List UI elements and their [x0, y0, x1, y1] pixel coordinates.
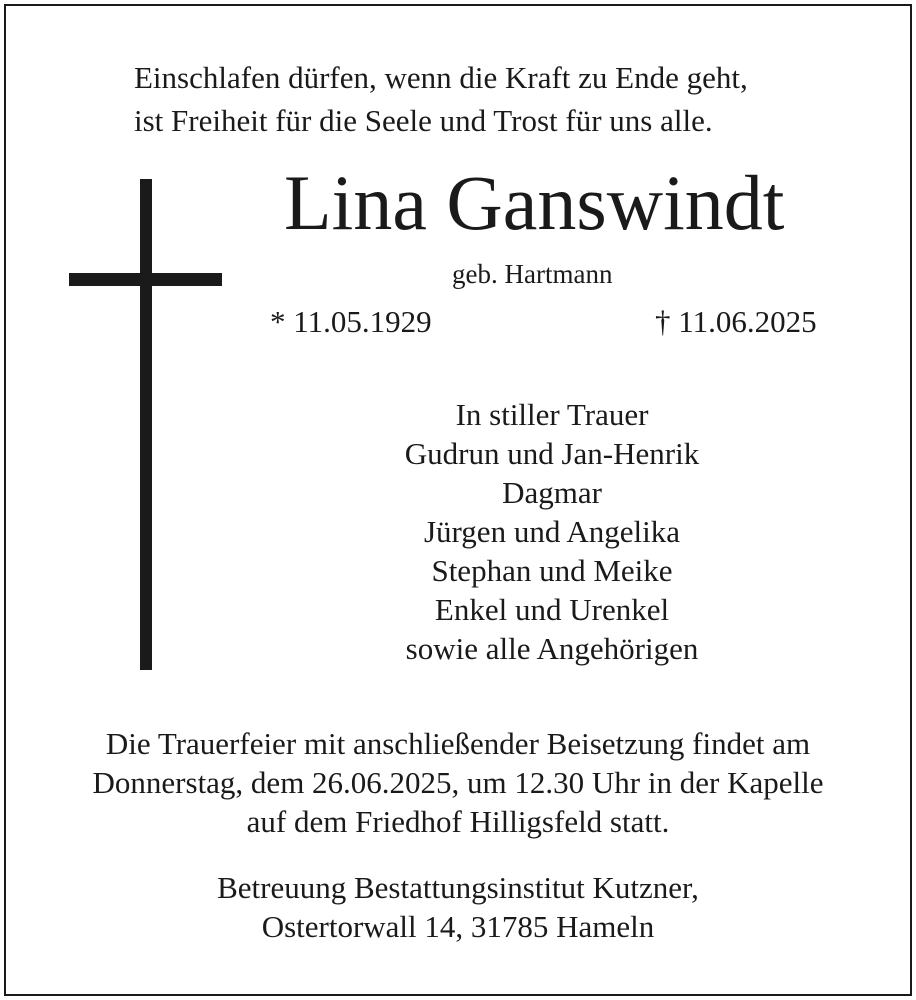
- mourner-entry: Jürgen und Angelika: [423, 514, 680, 549]
- ceremony-line: auf dem Friedhof Hilligsfeld statt.: [246, 804, 670, 839]
- death-date: † 11.06.2025: [655, 304, 817, 339]
- mourner-entry: Stephan und Meike: [431, 553, 673, 588]
- motto-line: Einschlafen dürfen, wenn die Kraft zu Ende geht,: [134, 60, 748, 95]
- mourner-entry: Enkel und Urenkel: [434, 592, 670, 627]
- undertaker-info: [8, 868, 908, 946]
- maiden-name: geb. Hartmann: [452, 259, 613, 289]
- motto-line: ist Freiheit für die Seele und Trost für uns alle.: [134, 103, 713, 138]
- ceremony-notice: [8, 724, 908, 841]
- deceased-name: Lina Ganswindt: [284, 159, 785, 246]
- mourner-entry: Dagmar: [502, 475, 602, 510]
- cross-icon-horizontal-beam: [69, 273, 222, 286]
- ceremony-line: Donnerstag, dem 26.06.2025, um 12.30 Uhr in der Kapelle: [92, 765, 824, 800]
- mourner-entry: Gudrun und Jan-Henrik: [404, 436, 700, 471]
- mourners-list: [312, 395, 792, 668]
- ceremony-line: Die Trauerfeier mit anschließender Beisetzung findet am: [105, 726, 811, 761]
- undertaker-line: Betreuung Bestattungsinstitut Kutzner,: [217, 870, 699, 905]
- birth-date: * 11.05.1929: [270, 304, 432, 339]
- mourners-heading: In stiller Trauer: [455, 397, 649, 432]
- undertaker-address: Ostertorwall 14, 31785 Hameln: [261, 909, 655, 944]
- motto-verse: [134, 56, 748, 142]
- cross-icon-vertical-beam: [140, 179, 152, 670]
- mourner-entry: sowie alle Angehörigen: [405, 631, 699, 666]
